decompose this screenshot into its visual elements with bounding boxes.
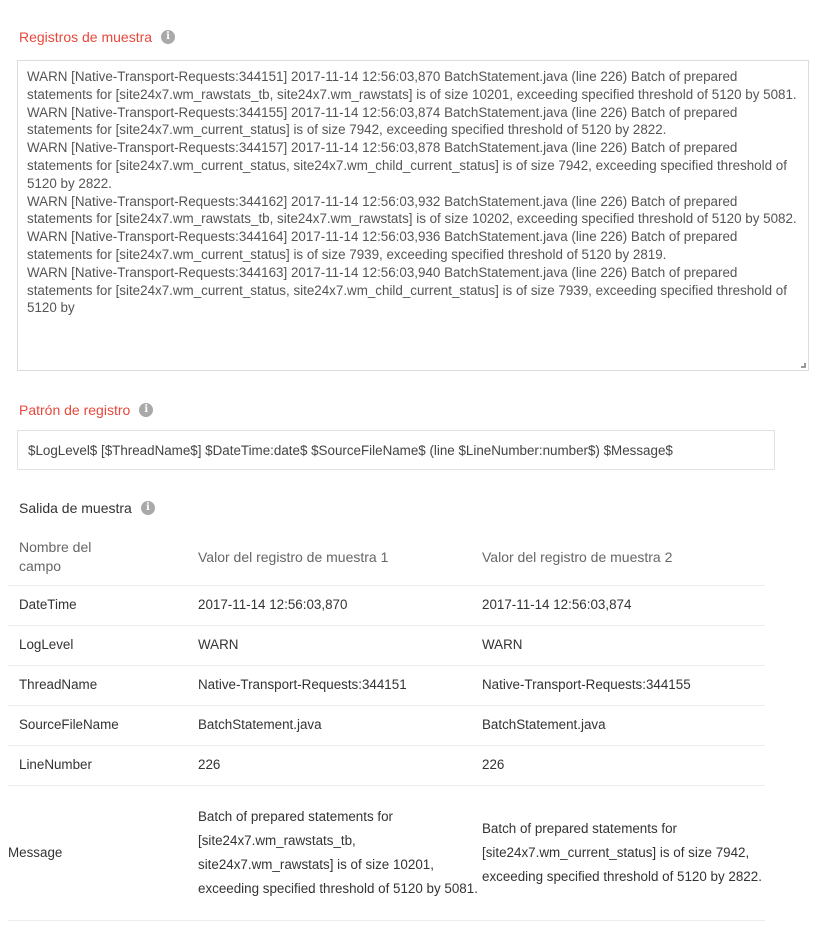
column-header-sample-2: Valor del registro de muestra 2 (482, 530, 765, 585)
sample-output-title: Salida de muestra (19, 500, 132, 516)
log-entry: WARN [Native-Transport-Requests:344155] 2017-11-14 12:56:03,874 BatchStatement.java (line 226) Batch of prepared statements for [site24x7.wm_current_status] is of size 7942, exceeding specified threshold of 5120 by 2822. (27, 104, 738, 138)
sample-2-value-cell: BatchStatement.java (482, 705, 765, 745)
log-pattern-value: $LogLevel$ [$ThreadName$] $DateTime:date$ $SourceFileName$ (line $LineNumber:number$) $Message$ (28, 442, 673, 458)
log-pattern-title: Patrón de registro (19, 402, 131, 418)
sample-logs-title: Registros de muestra (19, 29, 153, 45)
log-entry: WARN [Native-Transport-Requests:344157] 2017-11-14 12:56:03,878 BatchStatement.java (line 226) Batch of prepared statements for [site24x7.wm_current_status, site24x7.wm_child_current_status] is of size 7942, exceeding specified threshold of 5120 by 2822. (27, 140, 787, 191)
field-name-cell: LogLevel (8, 625, 198, 665)
log-entry: WARN [Native-Transport-Requests:344162] 2017-11-14 12:56:03,932 BatchStatement.java (line 226) Batch of prepared statements for [site24x7.wm_rawstats_tb, site24x7.wm_rawstats] is of size 10202, exceeding specified threshold of 5120 by 5082. (27, 193, 797, 227)
sample-2-value-cell: WARN (482, 625, 765, 665)
sample-2-value-cell: 2017-11-14 12:56:03,874 (482, 585, 765, 625)
sample-1-value-cell: BatchStatement.java (198, 705, 482, 745)
sample-2-value-cell: 226 (482, 745, 765, 785)
log-pattern-heading (19, 402, 153, 418)
sample-output-heading (19, 500, 155, 516)
field-name-cell: ThreadName (8, 665, 198, 705)
sample-1-value-cell: 226 (198, 745, 482, 785)
sample-2-value-cell: Native-Transport-Requests:344155 (482, 665, 765, 705)
table-row (8, 745, 765, 785)
sample-1-value-cell: Batch of prepared statements for [site24x7.wm_rawstats_tb, site24x7.wm_rawstats] is of size 10201, exceeding specified threshold of 5120 by 5081. (198, 785, 482, 920)
sample-1-value-cell: Native-Transport-Requests:344151 (198, 665, 482, 705)
sample-logs-textarea[interactable] (17, 60, 809, 371)
field-name-cell: LineNumber (8, 745, 198, 785)
log-entry: WARN [Native-Transport-Requests:344164] 2017-11-14 12:56:03,936 BatchStatement.java (line 226) Batch of prepared statements for [site24x7.wm_current_status] is of size 7939, exceeding specified threshold of 5120 by 2819. (27, 229, 738, 262)
log-entry: WARN [Native-Transport-Requests:344151] 2017-11-14 12:56:03,870 BatchStatement.java (line 226) Batch of prepared statements for [site24x7.wm_rawstats_tb, site24x7.wm_rawstats] is of size 10201, exceeding specified threshold of 5120 by 5081. (27, 69, 797, 102)
table-row (8, 665, 765, 705)
sample-2-value-cell: Batch of prepared statements for [site24x7.wm_current_status] is of size 7942, exceeding specified threshold of 5120 by 2822. (482, 785, 765, 920)
table-row (8, 585, 765, 625)
sample-1-value-cell: 2017-11-14 12:56:03,870 (198, 585, 482, 625)
table-row (8, 785, 765, 920)
log-entry: WARN [Native-Transport-Requests:344163] 2017-11-14 12:56:03,940 BatchStatement.java (line 226) Batch of prepared statements for [site24x7.wm_current_status, site24x7.wm_child_current_status] is of size 7939, exceeding specified threshold of 5120 by (27, 264, 787, 316)
sample-output-table (8, 530, 765, 921)
table-row (8, 705, 765, 745)
field-name-cell: Message (8, 785, 198, 920)
field-name-cell: DateTime (8, 585, 198, 625)
info-icon[interactable]: i (141, 501, 155, 515)
resize-handle-icon[interactable] (801, 363, 806, 368)
column-header-field-name: Nombre del campo (8, 530, 198, 585)
table-header-row (8, 530, 765, 585)
info-icon[interactable]: i (139, 403, 153, 417)
column-header-sample-1: Valor del registro de muestra 1 (198, 530, 482, 585)
table-row (8, 625, 765, 665)
log-pattern-input[interactable] (17, 430, 775, 470)
sample-1-value-cell: WARN (198, 625, 482, 665)
sample-logs-heading (19, 29, 175, 45)
info-icon[interactable]: i (161, 30, 175, 44)
field-name-cell: SourceFileName (8, 705, 198, 745)
